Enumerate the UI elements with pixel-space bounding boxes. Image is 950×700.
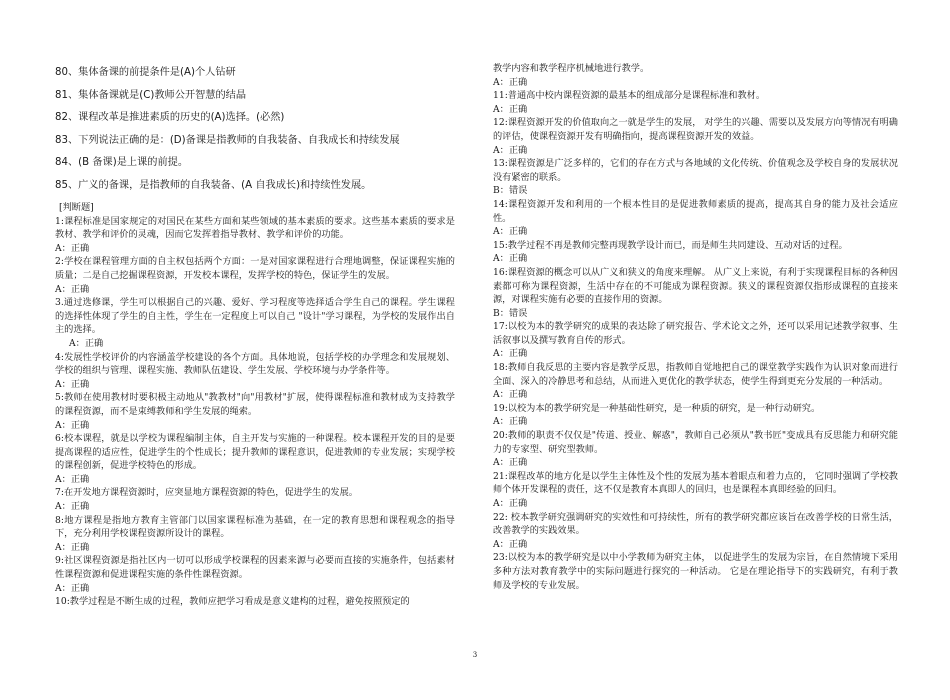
choice-item-82: 82、课程改革是推进素质的历史的(A)选择。(必然) [55,112,285,123]
question-text: 9:社区课程资源是指社区内一切可以形成学校课程的因素来源与必要而直接的实施条件，包括素材性课程资源和促进课程实施的条件性课程资源。 [55,555,455,581]
question-answer: A：正确 [493,457,528,469]
left-column [55,62,455,609]
question-text: 20:教师的职责不仅仅是"传道、授业、解惑"，教师自己必须从"教书匠"变成具有反思能力和研究能力的专家型、研究型教师。 [493,430,898,455]
question-answer: A：正确 [55,378,90,390]
question-answer: A：正确 [55,501,90,513]
question-text: 16:课程资源的概念可以从广义和狭义的角度来理解。 从广义上来说，有利于实现课程目标的各种因素都可称为课程资源，生活中存在的不可能成为课程资源。狭义的课程资源仅指形成课程的直接来源，对课程实施有必要的直接作用的资源。 [493,266,898,306]
question-answer: A：正确 [55,582,90,594]
question-answer: A：正确 [55,473,90,485]
question-answer: A：正确 [493,76,528,88]
question-text: 6:校本课程，就是以学校为课程编制主体，自主开发与实施的一种课程。校本课程开发的目的是要提高课程的适应性，促进学生的个性成长；提升教师的课程意识，促进教师的专业发展；实现学校的课程创新，促进学校特色的形成。 [55,433,455,472]
question-answer: A：正确 [493,144,528,156]
question-answer: B：错误 [493,185,528,197]
question-answer: A：正确 [493,348,528,360]
question-text: 13:课程资源是广泛多样的，它们的存在方式与各地域的文化传统、价值观念及学校自身的发展状况没有紧密的联系。 [493,158,898,183]
question-text: 3.通过选修课，学生可以根据自己的兴趣、爱好、学习程度等选择适合学生自己的课程。学生课程的选择性体现了学生的自主性，学生在一定程度上可以自己 "设计"学习课程，为学校的发展作出自主的选择。 [55,297,455,336]
question-answer: A：正确 [493,253,528,265]
question-answer: A：正确 [55,283,90,295]
choice-item-80: 80、集体备课的前提条件是(A)个人钻研 [55,67,236,78]
question-answer: A：正确 [493,389,528,401]
question-text: 14:课程资源开发和利用的一个根本性目的是促进教师素质的提高，提高其自身的能力及社会适应性。 [493,198,898,224]
page-number: 3 [472,651,478,659]
question-answer: A：正确 [493,498,528,509]
question-text: 10:教学过程是不断生成的过程，教师应把学习看成是意义建构的过程，避免按照预定的 [55,596,410,608]
question-answer: A：正确 [493,416,528,428]
question-text: 19:以校为本的教学研究是一种基础性研究，是一种质的研究，是一种行动研究。 [493,402,821,414]
question-answer: B：错误 [493,307,528,319]
question-text: 教学内容和教学程序机械地进行教学。 [493,63,650,74]
question-text: 7:在开发地方课程资源时，应突显地方课程资源的特色，促进学生的发展。 [55,487,358,499]
question-text: 22: 校本教学研究强调研究的实效性和可持续性，所有的教学研究都应该旨在改善学校的日常生活，改善教学的实践效果。 [493,511,898,537]
choice-item-85: 85、广义的备课，是指教师的自我装备、(A 自我成长)和持续性发展。 [55,179,372,191]
question-answer: A：正确 [55,419,90,431]
question-answer: A：正确 [55,541,90,553]
question-text: 5:教师在使用教材时要积极主动地从"教教材"向"用教材"扩展，使得课程标准和教材成为支持教学的课程资源，而不是束缚教师和学生发展的绳索。 [55,392,455,417]
question-text: 2:学校在课程管理方面的自主权包括两个方面：一是对国家课程进行合理地调整，保证课程实施的质量；二是自己挖掘课程资源，开发校本课程，发挥学校的特色，保证学生的发展。 [55,256,455,281]
question-answer: A：正确 [55,242,90,254]
question-text: 8:地方课程是指地方教育主管部门以国家课程标准为基础，在一定的教育思想和课程观念的指导下，充分利用学校课程资源所设计的课程。 [55,514,455,540]
question-text: 4:发展性学校评价的内容涵盖学校建设的各个方面。具体地说，包括学校的办学理念和发展规划、学校的组织与管理、课程实施、教师队伍建设、学生发展、学校环境与办学条件等。 [55,351,455,377]
question-text: 12:课程资源开发的价值取向之一就是学生的发展， 对学生的兴趣、需要以及发展方向等情况有明确的评估，使课程资源开发有明确指向，提高课程资源开发的效益。 [493,117,898,142]
question-text: 21:课程改革的地方化是以学生主体性及个性的发展为基本着眼点和着力点的， 它同时强调了学校教师个体开发课程的责任，这不仅是教育本真即人的回归，也是课程本真即经验的回归。 [493,470,898,496]
question-answer: A：正确 [69,337,104,349]
question-text: 15:教学过程不再是教师完整再现教学设计而已，而是师生共同建设、互动对话的过程。 [493,239,848,251]
question-text: 11:普通高中校内课程资源的最基本的组成部分是课程标准和教材。 [493,90,766,102]
question-text: 18:教师自我反思的主要内容是教学反思，指教师自觉地把自己的课堂教学实践作为认识对象而进行全面、深入的冷静思考和总结，从而进入更优化的教学状态，使学生得到更充分发展的一种活动。 [493,362,898,387]
section-heading: [判断题] [59,202,94,213]
question-text: 1:课程标准是国家规定的对国民在某些方面和某些领域的基本素质的要求。这些基本素质的要求是教材、教学和评价的灵魂，因而它发挥着指导教材、教学和评价的功能。 [55,215,455,241]
left-question-list [55,215,455,609]
question-answer: A：正确 [493,226,528,238]
question-answer: A：正确 [493,538,528,550]
multiple-choice-items [55,66,455,192]
question-answer: A：正确 [493,103,528,115]
question-text: 17:以校为本的教学研究的成果的表达除了研究报告、学术论文之外，还可以采用记述教学叙事、生活叙事以及撰写教育自传的形式。 [493,321,898,346]
right-column [493,62,898,592]
question-text: 23:以校为本的教学研究是以中小学教师为研究主体， 以促进学生的发展为宗旨，在自然情境下采用多种方法对教育教学中的实际问题进行探究的一种活动。 它是在理论指导下的实践研究，有利于教师及学校的专业发展。 [493,552,898,591]
choice-item-83: 83、下列说法正确的是：(D)备课是指教师的自我装备、自我成长和持续发展 [55,134,400,146]
choice-item-84: 84、(B 备课)是上课的前提。 [55,157,189,168]
choice-item-81: 81、集体备课就是(C)教师公开智慧的结晶 [55,89,247,101]
